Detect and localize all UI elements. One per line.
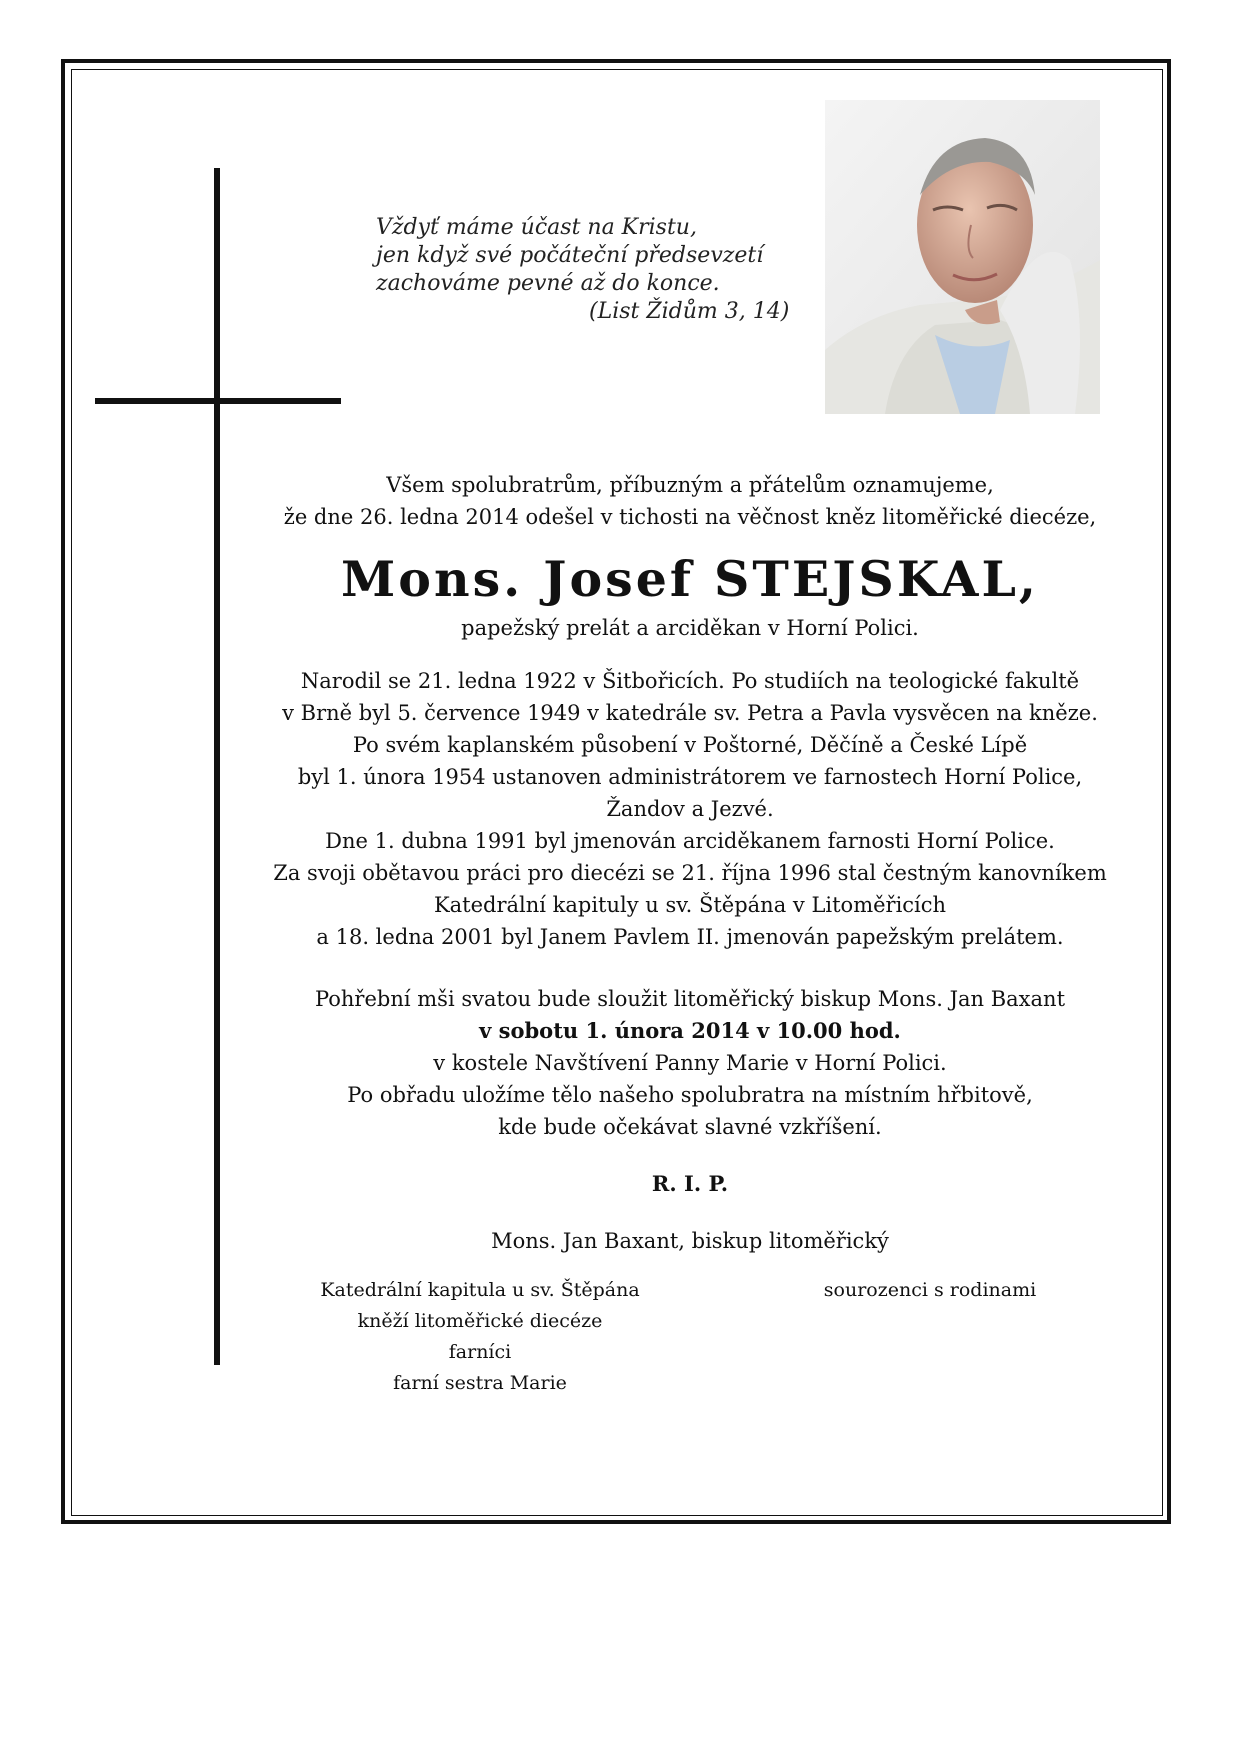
- scripture-quote: [376, 214, 806, 326]
- biography-line: Dne 1. dubna 1991 byl jmenován arciděkanem farnosti Horní Police.: [325, 829, 1055, 853]
- quote-line: zachováme pevné až do konce.: [376, 271, 720, 296]
- quote-line: jen když své počáteční předsevzetí: [376, 243, 764, 268]
- quote-line: Vždyť máme účast na Kristu,: [376, 215, 697, 240]
- portrait-photo: [825, 100, 1100, 414]
- biography-line: Po svém kaplanském působení v Poštorné, Děčíně a České Lípě: [352, 733, 1028, 757]
- funeral-line: kde bude očekávat slavné vzkříšení.: [498, 1115, 882, 1139]
- mourner-item: farní sestra Marie: [393, 1372, 567, 1394]
- rip-text: R. I. P.: [651, 1171, 729, 1196]
- funeral-date: v sobotu 1. února 2014 v 10.00 hod.: [479, 1018, 901, 1043]
- biography-line: Žandov a Jezvé.: [606, 797, 774, 821]
- biography: [240, 665, 1140, 953]
- announcement-line: Všem spolubratrům, příbuzným a přátelům oznamujeme,: [386, 473, 994, 497]
- biography-line: byl 1. února 1954 ustanoven administrátorem ve farnostech Horní Police,: [297, 765, 1083, 789]
- mourner-item: kněží litoměřické diecéze: [357, 1310, 603, 1332]
- mourner-item: farníci: [448, 1341, 512, 1363]
- funeral-line: Pohřební mši svatou bude sloužit litoměřický biskup Mons. Jan Baxant: [314, 987, 1066, 1011]
- funeral-line: v kostele Navštívení Panny Marie v Horní Polici.: [433, 1051, 947, 1075]
- mourners-right: [800, 1275, 1060, 1306]
- announcement-line: že dne 26. ledna 2014 odešel v tichosti na věčnost kněz litoměřické diecéze,: [283, 505, 1097, 529]
- mourner-item: Katedrální kapitula u sv. Štěpána: [320, 1279, 640, 1301]
- cross-icon-vertical-bar: [214, 168, 220, 1365]
- deceased-name: Mons. Josef STEJSKAL,: [341, 550, 1039, 608]
- funeral-line: Po obřadu uložíme tělo našeho spolubratra na místním hřbitově,: [347, 1083, 1033, 1107]
- biography-line: a 18. ledna 2001 byl Janem Pavlem II. jmenován papežským prelátem.: [316, 925, 1064, 949]
- quote-reference: (List Židům 3, 14): [589, 299, 790, 324]
- mourner-item: sourozenci s rodinami: [823, 1279, 1037, 1301]
- biography-line: Narodil se 21. ledna 1922 v Šitbořicích. Po studiích na teologické fakultě: [300, 669, 1080, 693]
- signatory: Mons. Jan Baxant, biskup litoměřický: [491, 1229, 889, 1253]
- funeral-info: [240, 983, 1140, 1143]
- cross-icon-horizontal-bar: [95, 398, 341, 404]
- biography-line: Za svoji obětavou práci pro diecézi se 21. října 1996 stal čestným kanovníkem: [273, 861, 1107, 885]
- biography-line: v Brně byl 5. července 1949 v katedrále sv. Petra a Pavla vysvěcen na kněze.: [282, 701, 1098, 725]
- biography-line: Katedrální kapituly u sv. Štěpána v Litoměřicích: [433, 893, 947, 917]
- mourners-left: [300, 1275, 660, 1399]
- deceased-title: papežský prelát a arciděkan v Horní Polici.: [461, 616, 919, 640]
- announcement: [240, 469, 1140, 533]
